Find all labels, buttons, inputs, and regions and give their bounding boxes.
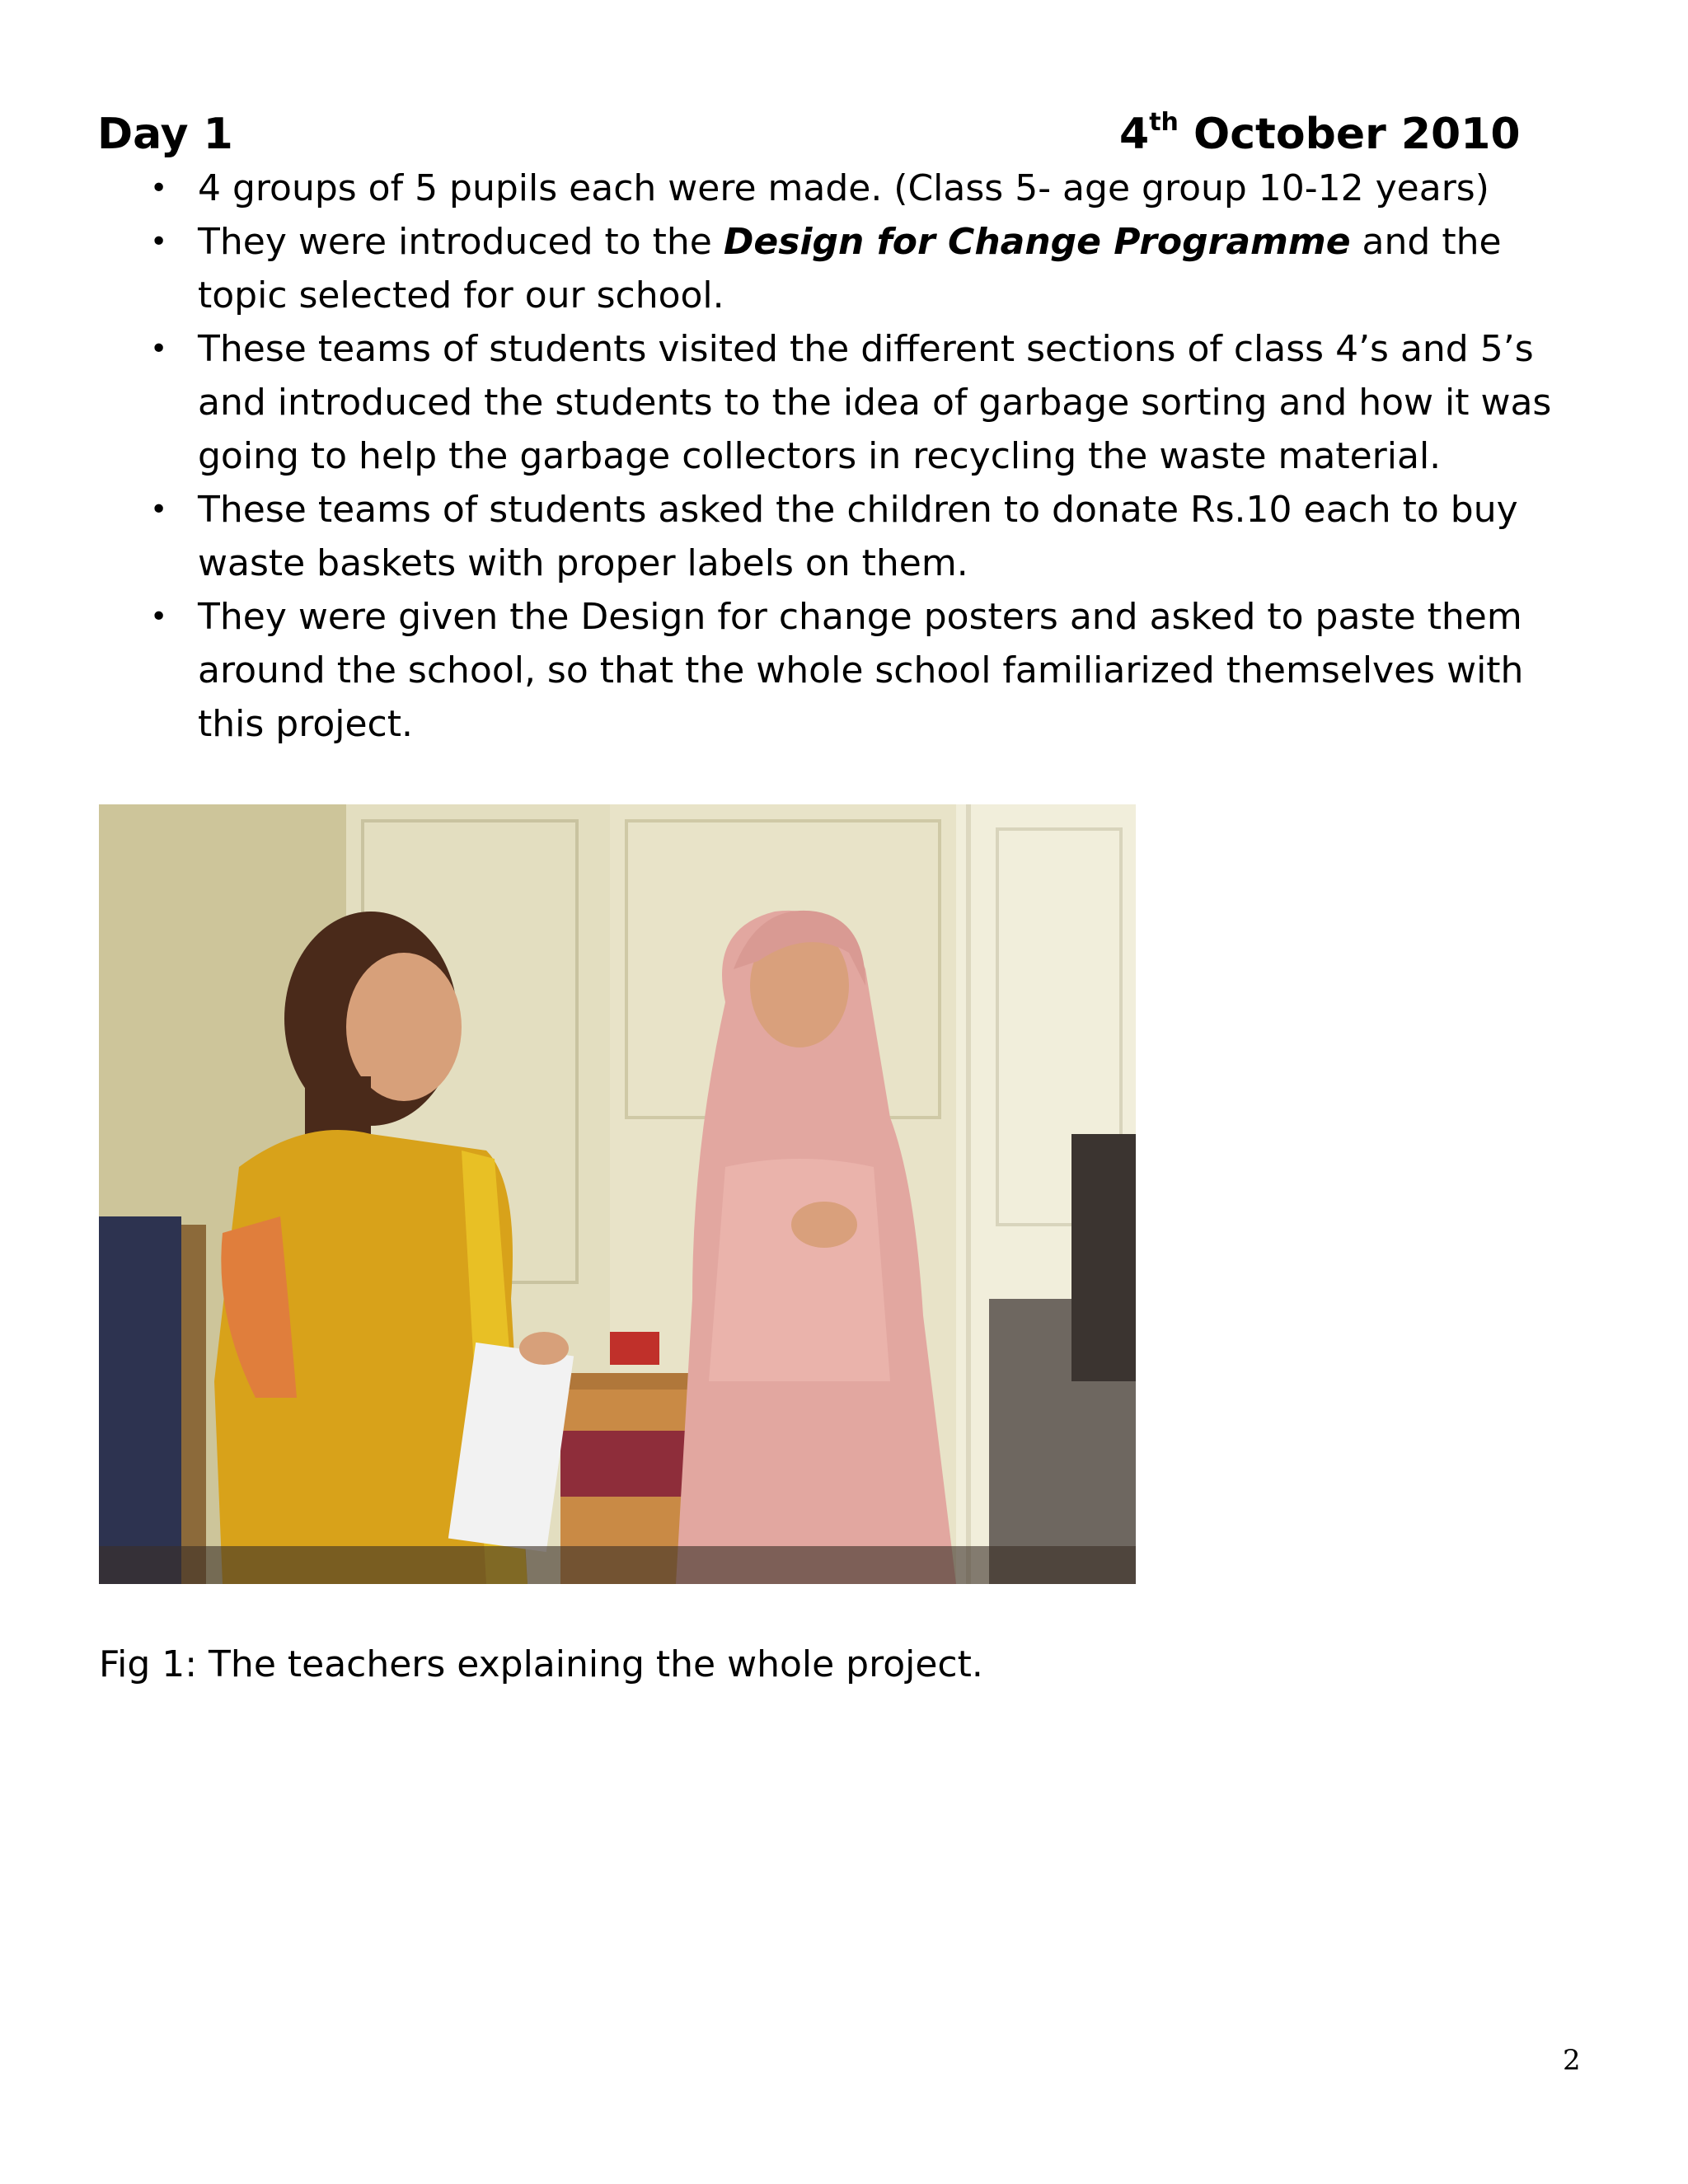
list-item [148, 162, 1582, 215]
bullet-icon: • [150, 225, 168, 259]
teachers-photo [99, 804, 1136, 1584]
list-item-text-before: They were introduced to the [198, 221, 724, 263]
list-item-text: These teams of students asked the children to donate Rs.10 each to buy waste baskets with proper labels on them. [198, 489, 1518, 584]
activity-list [148, 162, 1582, 751]
list-item [148, 483, 1582, 590]
list-item [148, 215, 1582, 322]
day-title: Day 1 [97, 110, 233, 159]
bullet-icon: • [150, 171, 168, 205]
page-number: 2 [1563, 2044, 1581, 2077]
bullet-icon: • [150, 493, 168, 527]
list-item-text-after: and the topic selected for our school. [198, 221, 1502, 316]
bullet-icon: • [150, 332, 168, 366]
bullet-icon: • [150, 600, 168, 634]
list-item-text: 4 groups of 5 pupils each were made. (Class 5- age group 10-12 years) [198, 167, 1489, 209]
page-header [97, 105, 1521, 163]
list-item-text: They were given the Design for change posters and asked to paste them around the school, so that the whole school familiarized themselves with this project. [198, 596, 1524, 745]
date-rest: October 2010 [1193, 110, 1521, 159]
list-item-text: These teams of students visited the different sections of class 4’s and 5’s and introduced the students to the idea of garbage sorting and how it was going to help the garbage collectors in recycling the waste material. [198, 328, 1552, 477]
teachers-photo-illustration [99, 804, 1136, 1584]
date-day: 4 [1119, 110, 1150, 159]
programme-name: Design for Change Programme [723, 221, 1351, 263]
date-suffix: th [1149, 108, 1179, 137]
list-item [148, 322, 1582, 483]
figure-caption: Fig 1: The teachers explaining the whole project. [99, 1643, 983, 1685]
list-item [148, 590, 1582, 751]
date-heading [1119, 105, 1521, 163]
